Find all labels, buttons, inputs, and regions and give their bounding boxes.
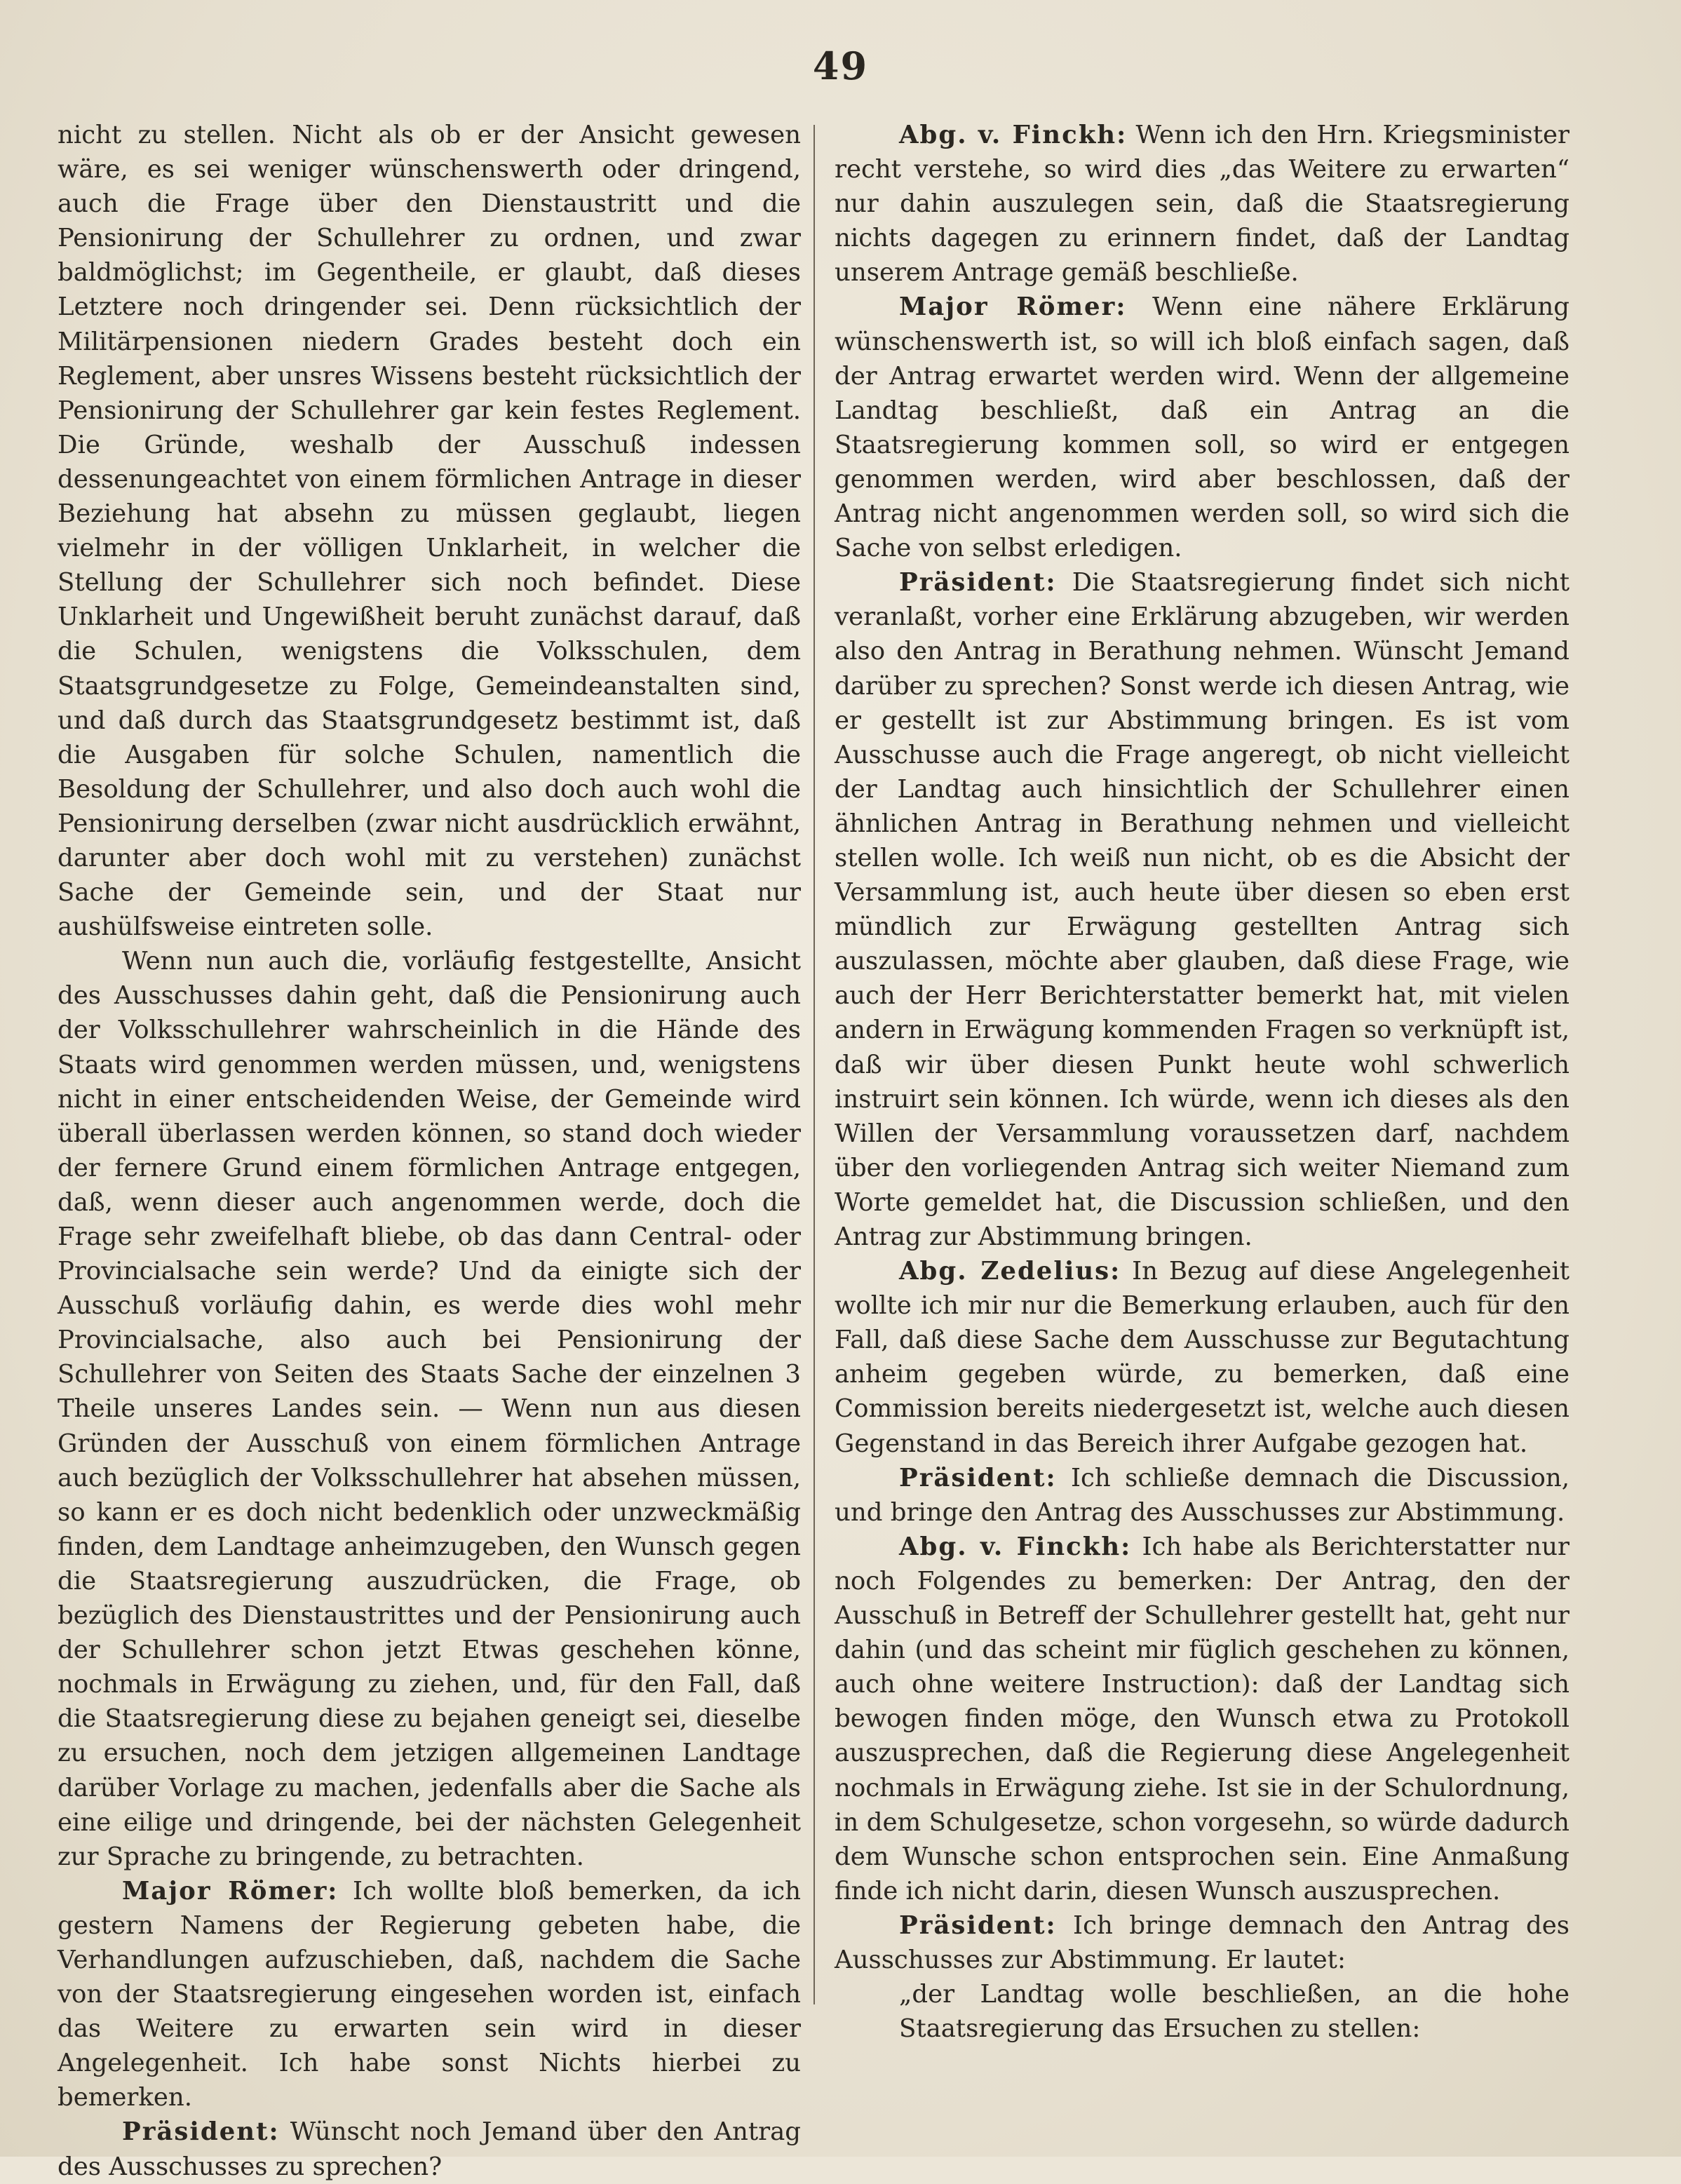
speaker-name: Major Römer: xyxy=(899,292,1127,322)
paragraph xyxy=(58,118,801,944)
paragraph-text: nicht zu stellen. Nicht als ob er der Ansicht gewesen wäre, es sei weniger wünschenswerth oder dringend, auch die Frage über den Dienstaustritt und die Pensionirung der Schullehrer zu ordnen, und zwar baldmöglichst; im Gegentheile, er glaubt, daß dieses Letztere noch dringender sei. Denn rücksichtlich der Militärpensionen niedern Grades besteht doch ein Reglement, aber unsres Wissens besteht rücksichtlich der Pensionirung der Schullehrer gar kein festes Reglement. Die Gründe, weshalb der Ausschuß indessen dessenungeachtet von einem förmlichen Antrage in dieser Beziehung hat absehn zu müssen geglaubt, liegen vielmehr in der völligen Unklarheit, in welcher die Stellung der Schullehrer sich noch befindet. Diese Unklarheit und Ungewißheit beruht zunächst darauf, daß die Schulen, wenigstens die Volksschulen, dem Staatsgrundgesetze zu Folge, Gemeindeanstalten sind, und daß durch das Staatsgrundgesetz bestimmt ist, daß die Ausgaben für solche Schulen, namentlich die Besoldung der Schullehrer, und also doch auch wohl die Pensionirung derselben (zwar nicht ausdrücklich erwähnt, darunter aber doch wohl mit zu verstehen) zunächst Sache der Gemeinde sein, und der Staat nur aushülfsweise eintreten solle. xyxy=(58,121,801,942)
speaker-name: Präsident: xyxy=(899,1463,1057,1492)
speaker-name: Abg. v. Finckh: xyxy=(899,121,1128,149)
left-column xyxy=(58,118,801,2184)
speech-paragraph xyxy=(835,1254,1569,1461)
speech-paragraph xyxy=(58,2115,801,2183)
speaker-name: Abg. Zedelius: xyxy=(899,1257,1121,1286)
column-divider xyxy=(814,125,815,2004)
motion-quote: „der Landtag wolle beschließen, an die hohe Staatsregierung das Ersuchen zu stellen: xyxy=(899,1980,1569,2044)
speech-text: Die Staatsregierung findet sich nicht veranlaßt, vorher eine Erklärung abzugeben, wir werden also den Antrag in Berathung nehmen. Wünscht Jemand darüber zu sprechen? Sonst werde ich diesen Antrag, wie er gestellt ist zur Abstimmung bringen. Es ist vom Ausschusse auch die Frage angeregt, ob nicht vielleicht der Landtag auch hinsichtlich der Schullehrer einen ähnlichen Antrag in Berathung nehmen und vielleicht stellen wolle. Ich weiß nun nicht, ob es die Absicht der Versammlung ist, auch heute über diesen so eben erst mündlich zur Erwägung gestellten Antrag sich auszulassen, möchte aber glauben, daß diese Frage, wie auch der Herr Berichterstatter bemerkt hat, mit vielen andern in Erwägung kommenden Fragen so verknüpft ist, daß wir über diesen Punkt heute wohl schwerlich instruirt sein können. Ich würde, wenn ich dieses als den Willen der Versammlung voraussetzen darf, nachdem über den vorliegenden Antrag sich weiter Niemand zum Worte gemeldet hat, die Discussion schließen, und den Antrag zur Abstimmung bringen. xyxy=(835,568,1569,1251)
speech-text: Ich bringe demnach den Antrag des Ausschusses zur Abstimmung. Er lautet: xyxy=(835,1910,1569,1974)
speech-text: Ich wollte bloß bemerken, da ich gestern Namens der Regierung gebeten habe, die Verhandlungen aufzuschieben, daß, nachdem die Sache von der Staatsregierung eingesehen worden ist, einfach das Weitere zu erwarten sein wird in dieser Angelegenheit. Ich habe sonst Nichts hierbei zu bemerken. xyxy=(58,1876,801,2112)
speaker-name: Abg. v. Finckh: xyxy=(899,1532,1132,1561)
speech-paragraph xyxy=(835,1461,1569,1530)
speech-text: Wenn eine nähere Erklärung wünschenswerth ist, so will ich bloß einfach sagen, daß der Antrag erwartet werden wird. Wenn der allgemeine Landtag beschließt, daß ein Antrag an die Staatsregierung kommen soll, so wird er entgegen genommen werden, wird aber beschlossen, daß der Antrag nicht angenommen werden soll, so wird sich die Sache von selbst erledigen. xyxy=(835,292,1569,563)
speech-text: Ich schließe demnach die Discussion, und bringe den Antrag des Ausschusses zur Abstimmung. xyxy=(835,1463,1570,1527)
paragraph-text: Wenn nun auch die, vorläufig festgestellte, Ansicht des Ausschusses dahin geht, daß die Pensionirung auch der Volksschullehrer wahrscheinlich in die Hände des Staats wird genommen werden müssen, und, wenigstens nicht in einer entscheidenden Weise, der Gemeinde wird überall überlassen werden können, so stand doch wieder der fernere Grund einem förmlichen Antrage entgegen, daß, wenn dieser auch angenommen werde, doch die Frage sehr zweifelhaft bliebe, ob das dann Central- oder Provincialsache sein werde? Und da einigte sich der Ausschuß vorläufig dahin, es werde dies wohl mehr Provincialsache, also auch bei Pensionirung der Schullehrer von Seiten des Staats Sache der einzelnen 3 Theile unseres Landes sein. — Wenn nun aus diesen Gründen der Ausschuß von einem förmlichen Antrage auch bezüglich der Volksschullehrer hat absehen müssen, so kann er es doch nicht bedenklich oder unzweckmäßig finden, dem Landtage anheimzugeben, den Wunsch gegen die Staatsregierung auszudrücken, die Frage, ob bezüglich des Dienstaustrittes und der Pensionirung auch der Schullehrer schon jetzt Etwas geschehen könne, nochmals in Erwägung zu ziehen, und, für den Fall, daß die Staatsregierung diese zu bejahen geneigt sei, dieselbe zu ersuchen, noch dem jetzigen allgemeinen Landtage darüber Vorlage zu machen, jedenfalls aber die Sache als eine eilige und dringende, bei der nächsten Gelegenheit zur Sprache zu bringende, zu betrachten. xyxy=(58,947,801,1871)
speaker-name: Major Römer: xyxy=(122,1876,339,1906)
speech-text: Ich habe als Berichterstatter nur noch Folgendes zu bemerken: Der Antrag, den der Ausschuß in Betreff der Schullehrer gestellt hat, geht nur dahin (und das scheint mir füglich geschehen zu können, auch ohne weitere Instruction): daß der Landtag sich bewogen finden möge, den Wunsch etwa zu Protokoll auszusprechen, daß die Regierung diese Angelegenheit nochmals in Erwägung ziehe. Ist sie in der Schulordnung, in dem Schulgesetze, schon vorgesehn, so würde dadurch dem Wunsche schon entsprochen sein. Eine Anmaßung finde ich nicht darin, diesen Wunsch auszusprechen. xyxy=(835,1532,1569,1906)
page-number: 49 xyxy=(812,43,869,88)
speaker-name: Präsident: xyxy=(899,568,1057,598)
speech-text: Wenn ich den Hrn. Kriegsminister recht verstehe, so wird dies „das Weitere zu erwarten“ nur dahin auszulegen sein, daß die Staatsregierung nichts dagegen zu erinnern findet, daß der Landtag unserem Antrage gemäß beschließe. xyxy=(835,121,1570,288)
speech-text: In Bezug auf diese Angelegenheit wollte ich mir nur die Bemerkung erlauben, auch für den Fall, daß diese Sache dem Ausschusse zur Begutachtung anheim gegeben würde, zu bemerken, daß eine Commission bereits niedergesetzt ist, welche auch diesen Gegenstand in das Bereich ihrer Aufgabe gezogen hat. xyxy=(835,1257,1569,1458)
speech-paragraph xyxy=(58,1874,801,2115)
speech-paragraph xyxy=(835,1530,1569,1908)
speech-paragraph xyxy=(835,1908,1569,1977)
speaker-name: Präsident: xyxy=(122,2117,280,2147)
right-column xyxy=(835,118,1569,2046)
speech-paragraph xyxy=(835,118,1569,290)
paragraph xyxy=(58,944,801,1874)
speech-paragraph xyxy=(835,565,1569,1254)
speech-paragraph xyxy=(835,290,1569,565)
speech-text: Wünscht noch Jemand über den Antrag des Ausschusses zu sprechen? xyxy=(58,2117,801,2181)
speaker-name: Präsident: xyxy=(899,1910,1057,1940)
